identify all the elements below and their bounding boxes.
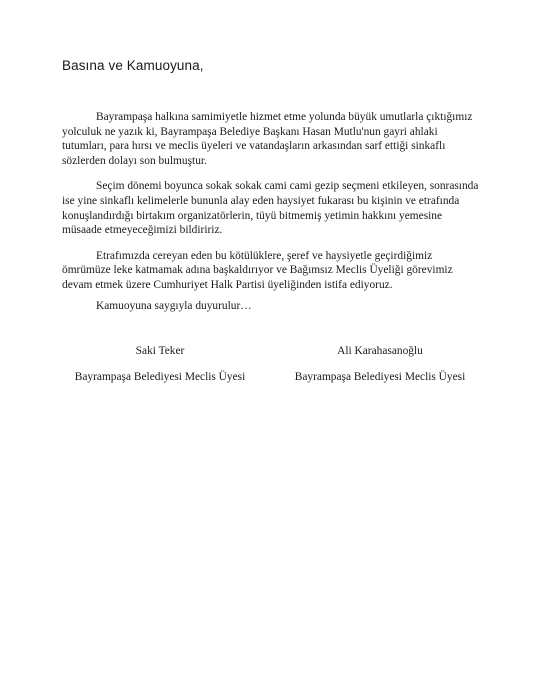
paragraph-3: Etrafımızda cereyan eden bu kötülüklere, şeref ve haysiyetle geçirdiğimiz ömrümüze leke katmamak adına başkaldırıyor ve Bağımsız Meclis Üyeliği görevimiz devam etmek üzere Cumhuriyet Halk Partisi üyeliğinden istifa ediyoruz. [62, 249, 453, 291]
paragraph-1: Bayrampaşa halkına samimiyetle hizmet etme yolunda büyük umutlarla çıktığımız yolculuk ne yazık ki, Bayrampaşa Belediye Başkanı Hasan Mutlu'nun gayri ahlaki tutumları, para hırsı ve meclis üyeleri ve vatandaşların arkasından sarf ettiği sinkaflı sözlerden dolayı son bulmuştur. [62, 111, 473, 167]
paragraph-2: Seçim dönemi boyunca sokak sokak cami cami gezip seçmeni etkileyen, sonrasında ise yine sinkaflı kelimelerle bununla alay eden haysiyet fukarası bu kişinin ve etrafında konuşlandırdığı birtakım organizatörlerin, tüyü bitmemiş yetimin hakkını yemesine müsaade etmeyeceğimizi bildiririz. [62, 180, 479, 237]
salutation: Basına ve Kamuoyuna, [62, 58, 204, 73]
closing-line: Kamuoyuna saygıyla duyurulur… [96, 300, 252, 312]
signatory-name: Ali Karahasanoğlu [337, 345, 423, 357]
signatory-role: Bayrampaşa Belediyesi Meclis Üyesi [74, 371, 246, 383]
signature-block-right [270, 345, 490, 383]
signatory-role: Bayrampaşa Belediyesi Meclis Üyesi [294, 371, 466, 383]
signatory-name: Saki Teker [135, 345, 185, 357]
signature-block-left [50, 345, 270, 383]
letter-body [62, 110, 482, 304]
